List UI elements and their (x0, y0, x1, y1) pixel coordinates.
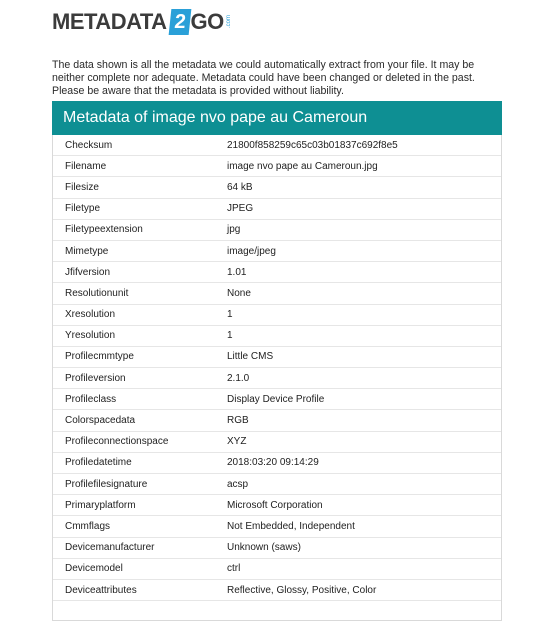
table-row (53, 389, 501, 410)
table-row (53, 135, 501, 156)
metadata-key: Filetypeextension (53, 219, 227, 240)
metadata-key: Devicemodel (53, 558, 227, 579)
metadata-value: 1 (227, 304, 501, 325)
metadata-value: image nvo pape au Cameroun.jpg (227, 156, 501, 177)
table-row (53, 495, 501, 516)
table-row (53, 410, 501, 431)
logo-word-metadata: METADATA (52, 9, 167, 34)
metadata-value: XYZ (227, 431, 501, 452)
panel-title: Metadata of image nvo pape au Cameroun (52, 101, 502, 135)
logo-suffix: .com (225, 15, 232, 29)
metadata-value: 64 kB (227, 177, 501, 198)
metadata-key: Filetype (53, 198, 227, 219)
metadata-key: Yresolution (53, 325, 227, 346)
table-row (53, 474, 501, 495)
metadata-value: image/jpeg (227, 240, 501, 261)
logo-number-badge: 2 (168, 9, 191, 35)
metadata-key: Profileversion (53, 368, 227, 389)
table-row (53, 431, 501, 452)
metadata-value: Little CMS (227, 346, 501, 367)
metadata-key: Profiledatetime (53, 452, 227, 473)
metadata-value: ctrl (227, 558, 501, 579)
metadata-key: Primaryplatform (53, 495, 227, 516)
table-row (53, 579, 501, 600)
metadata-key: Jfifversion (53, 262, 227, 283)
table-row (53, 240, 501, 261)
table-row (53, 516, 501, 537)
metadata-value: 21800f858259c65c03b01837c692f8e5 (227, 135, 501, 156)
table-row (53, 283, 501, 304)
metadata-table (53, 135, 501, 601)
table-row (53, 304, 501, 325)
metadata-key: Filesize (53, 177, 227, 198)
metadata-key: Resolutionunit (53, 283, 227, 304)
metadata-key: Checksum (53, 135, 227, 156)
metadata-value: Not Embedded, Independent (227, 516, 501, 537)
metadata-key: Cmmflags (53, 516, 227, 537)
site-logo[interactable] (52, 6, 232, 38)
table-row (53, 177, 501, 198)
metadata-key: Profilecmmtype (53, 346, 227, 367)
intro-disclaimer: The data shown is all the metadata we could automatically extract from your file. It may be neither complete nor adequate. Metadata could have been changed or deleted in the past. Please be aware that the metadata is provided without liability. (52, 58, 475, 97)
table-row (53, 452, 501, 473)
table-row (53, 198, 501, 219)
metadata-key: Filename (53, 156, 227, 177)
metadata-value: 2018:03:20 09:14:29 (227, 452, 501, 473)
table-row (53, 368, 501, 389)
table-row (53, 262, 501, 283)
logo-word-go: GO (190, 9, 224, 34)
metadata-value: 2.1.0 (227, 368, 501, 389)
table-row (53, 219, 501, 240)
metadata-value: Unknown (saws) (227, 537, 501, 558)
table-row (53, 325, 501, 346)
table-row (53, 156, 501, 177)
metadata-value: Microsoft Corporation (227, 495, 501, 516)
metadata-key: Profileconnectionspace (53, 431, 227, 452)
metadata-value: Reflective, Glossy, Positive, Color (227, 579, 501, 600)
metadata-panel (52, 101, 502, 621)
metadata-key: Mimetype (53, 240, 227, 261)
table-row (53, 558, 501, 579)
metadata-value: JPEG (227, 198, 501, 219)
metadata-value: jpg (227, 219, 501, 240)
metadata-value: 1 (227, 325, 501, 346)
table-row (53, 537, 501, 558)
metadata-value: acsp (227, 474, 501, 495)
metadata-key: Xresolution (53, 304, 227, 325)
metadata-value: RGB (227, 410, 501, 431)
metadata-key: Deviceattributes (53, 579, 227, 600)
metadata-value: 1.01 (227, 262, 501, 283)
table-row (53, 346, 501, 367)
metadata-key: Devicemanufacturer (53, 537, 227, 558)
metadata-key: Colorspacedata (53, 410, 227, 431)
metadata-value: None (227, 283, 501, 304)
metadata-key: Profilefilesignature (53, 474, 227, 495)
metadata-key: Profileclass (53, 389, 227, 410)
metadata-value: Display Device Profile (227, 389, 501, 410)
